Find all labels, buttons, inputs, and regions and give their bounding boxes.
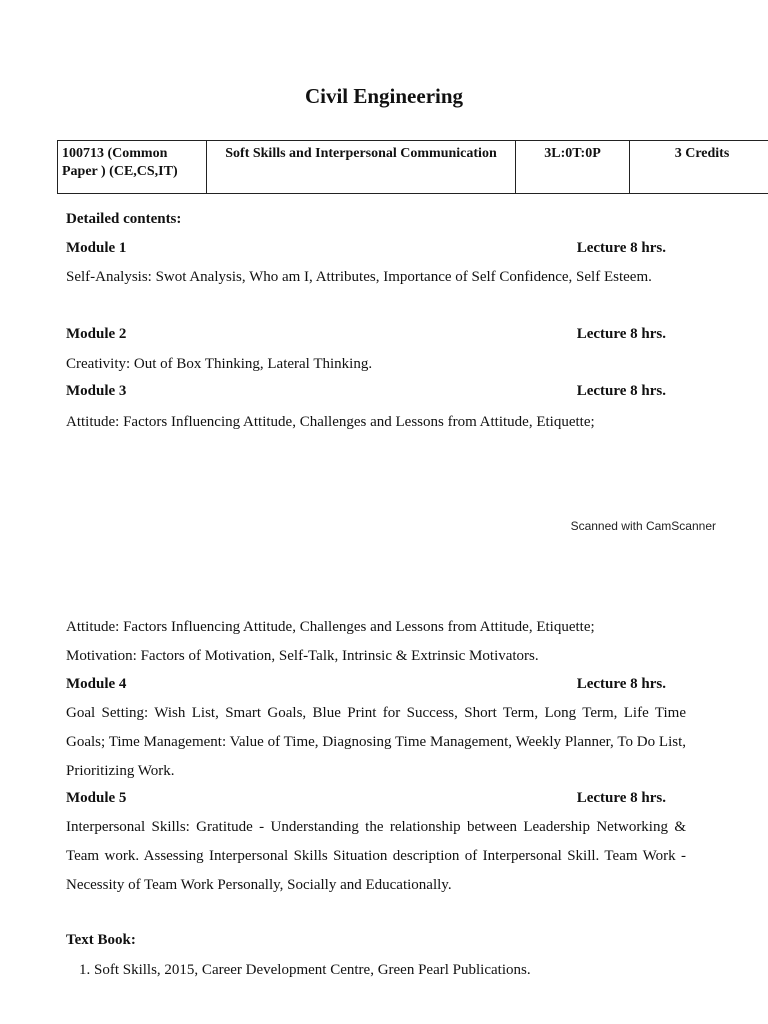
course-ltp: 3L:0T:0P <box>516 141 630 194</box>
module-3-header <box>66 383 686 400</box>
module-4-header <box>66 676 686 693</box>
textbook-heading: Text Book: <box>66 932 136 948</box>
course-table <box>57 140 768 194</box>
camscanner-watermark: Scanned with CamScanner <box>570 519 716 533</box>
page2-line-1: Attitude: Factors Influencing Attitude, Challenges and Lessons from Attitude, Etiquette; <box>66 619 595 635</box>
textbook-item: 1. Soft Skills, 2015, Career Development Centre, Green Pearl Publications. <box>94 962 688 979</box>
module-title: Module 1 <box>66 240 127 256</box>
module-5-header <box>66 790 686 807</box>
lecture-hours: Lecture 8 hrs. <box>576 240 666 256</box>
course-row <box>58 141 768 194</box>
module-4-text: Goal Setting: Wish List, Smart Goals, Blue Print for Success, Short Term, Long Term, Life Time Goals; Time Management: Value of Time, Diagnosing Time Management, Weekly Planner, To Do List, Prioritizing Work. <box>66 705 686 779</box>
textbook-list-wrapper <box>68 962 688 979</box>
module-5-text: Interpersonal Skills: Gratitude - Understanding the relationship between Leadership Networking & Team work. Assessing Interpersonal Skills Situation description of Interpersonal Skill. Team Work - Necessity of Team Work Personally, Socially and Educationally. <box>66 819 686 893</box>
module-title: Module 5 <box>66 790 127 806</box>
lecture-hours: Lecture 8 hrs. <box>576 676 666 692</box>
module-2-text: Creativity: Out of Box Thinking, Lateral Thinking. <box>66 356 373 372</box>
lecture-hours: Lecture 8 hrs. <box>576 383 666 399</box>
textbook-list <box>68 962 688 979</box>
module-title: Module 4 <box>66 676 127 692</box>
page-title: Civil Engineering <box>304 84 464 108</box>
module-1-text: Self-Analysis: Swot Analysis, Who am I, Attributes, Importance of Self Confidence, Self Esteem. <box>66 269 652 285</box>
detailed-contents-heading: Detailed contents: <box>66 211 182 227</box>
module-1-header <box>66 240 686 257</box>
module-title: Module 3 <box>66 383 127 399</box>
page2-line-2: Motivation: Factors of Motivation, Self-Talk, Intrinsic & Extrinsic Motivators. <box>66 648 539 664</box>
course-code: 100713 (Common Paper ) (CE,CS,IT) <box>58 141 207 194</box>
module-3-text: Attitude: Factors Influencing Attitude, Challenges and Lessons from Attitude, Etiquette; <box>66 414 595 430</box>
module-2-header <box>66 326 686 343</box>
module-title: Module 2 <box>66 326 127 342</box>
course-credits: 3 Credits <box>630 141 768 194</box>
lecture-hours: Lecture 8 hrs. <box>576 326 666 342</box>
lecture-hours: Lecture 8 hrs. <box>576 790 666 806</box>
course-name: Soft Skills and Interpersonal Communication <box>207 141 516 194</box>
